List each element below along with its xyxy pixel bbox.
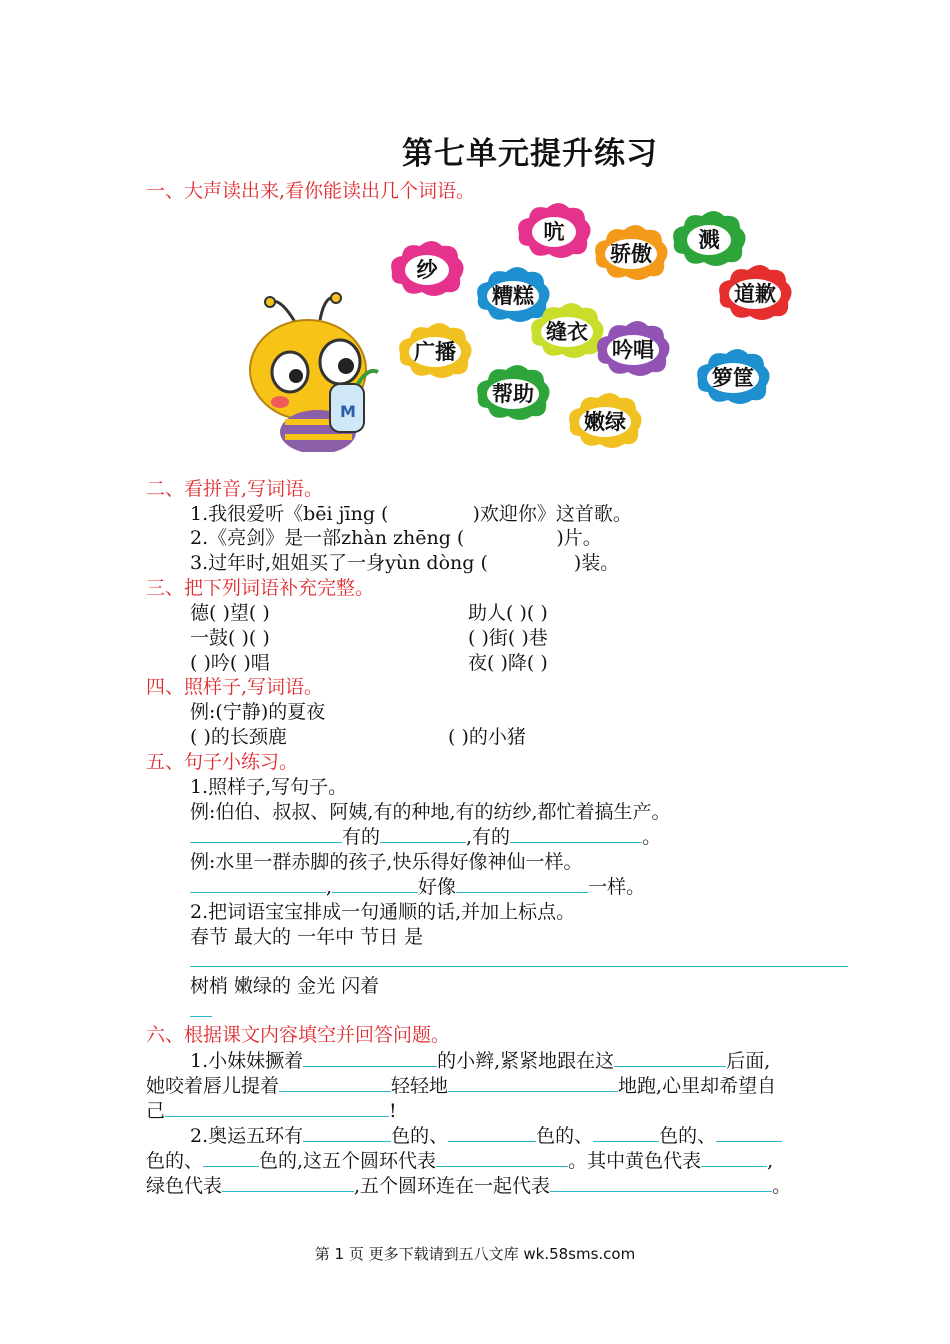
s3-item-c2: 夜( )降( )	[468, 652, 548, 674]
s5-words-2: 树梢 嫩绿的 金光 闪着	[190, 975, 380, 997]
answer-blank[interactable]	[593, 1123, 659, 1142]
s5-example-1: 例:伯伯、叔叔、阿姨,有的种地,有的纺纱,都忙着搞生产。	[190, 801, 671, 823]
word-cloud-fengyi: 缝衣	[528, 300, 606, 362]
answer-blank[interactable]	[448, 1123, 536, 1142]
word-cloud-jian: 溅	[670, 208, 748, 270]
page-footer: 第 1 页 更多下载请到五八文库 wk.58sms.com	[314, 1245, 636, 1263]
answer-blank[interactable]	[701, 1148, 767, 1167]
s3-item-b2: ( )街( )巷	[468, 627, 548, 649]
page-title: 第七单元提升练习	[402, 136, 658, 172]
word-cloud-luokuang: 箩筐	[694, 346, 772, 408]
word-cloud-guangbo: 广播	[396, 320, 474, 382]
answer-blank[interactable]	[614, 1048, 726, 1067]
answer-blank[interactable]	[332, 874, 418, 893]
answer-blank[interactable]	[190, 874, 326, 893]
answer-line[interactable]	[190, 1016, 212, 1017]
s2-q3: 3.过年时,姐姐买了一身yùn dòng ( )装。	[190, 552, 620, 574]
answer-blank[interactable]	[222, 1173, 354, 1192]
word-cloud-jiaoao: 骄傲	[592, 222, 670, 284]
svg-text:M: M	[340, 402, 356, 421]
s6-q1-line2: 她咬着唇儿提着 轻轻地 地跑,心里却希望自	[146, 1075, 777, 1097]
answer-blank[interactable]	[203, 1148, 259, 1167]
s3-item-a2: 助人( )( )	[468, 602, 548, 624]
s6-q2-line1: 2.奥运五环有 色的、 色的、 色的、	[190, 1121, 782, 1148]
s3-item-b1: 一鼓( )( )	[190, 627, 270, 649]
s6-q1-line3: 己 !	[146, 1100, 397, 1122]
section-5-heading: 五、句子小练习。	[146, 751, 299, 773]
answer-blank[interactable]	[303, 1048, 437, 1067]
section-1-heading: 一、大声读出来,看你能读出几个词语。	[146, 180, 476, 202]
section-4-heading: 四、照样子,写词语。	[146, 676, 324, 698]
s6-q1-line1: 1.小妹妹撅着 的小辫,紧紧地跟在这 后面,	[190, 1050, 771, 1072]
word-cloud-bangzhu: 帮助	[474, 362, 552, 424]
section-3-heading: 三、把下列词语补充完整。	[146, 577, 375, 599]
answer-blank[interactable]	[165, 1098, 389, 1117]
s3-item-c1: ( )吟( )唱	[190, 652, 270, 674]
answer-blank[interactable]	[279, 1073, 391, 1092]
section-2-heading: 二、看拼音,写词语。	[146, 478, 324, 500]
word-cloud-sha: 纱	[388, 238, 466, 300]
word-cloud-nenlv: 嫩绿	[566, 390, 644, 452]
s6-q2-line3: 绿色代表 ,五个圆环连在一起代表 。	[146, 1175, 792, 1197]
s5-fill-2: , 好像 一样。	[190, 872, 645, 899]
s2-q2: 2.《亮剑》是一部zhàn zhēng ( )片。	[190, 527, 602, 549]
answer-blank[interactable]	[550, 1173, 772, 1192]
answer-line[interactable]	[190, 966, 848, 967]
word-cloud-daoqian: 道歉	[716, 262, 794, 324]
s4-example: 例:(宁静)的夏夜	[190, 701, 326, 723]
s5-p2: 2.把词语宝宝排成一句通顺的话,并加上标点。	[190, 901, 576, 923]
s3-item-a1: 德( )望( )	[190, 602, 270, 624]
s5-fill-1: 有的 ,有的 。	[190, 822, 661, 849]
bee-mascot-illustration	[240, 292, 390, 452]
s4-q2: ( )的小猪	[448, 726, 526, 748]
word-cloud-yinchang: 吟唱	[594, 318, 672, 380]
s2-q1: 1.我很爱听《bēi jīng ( )欢迎你》这首歌。	[190, 503, 632, 525]
answer-blank[interactable]	[190, 824, 342, 843]
s5-p1: 1.照样子,写句子。	[190, 776, 348, 798]
s5-words-1: 春节 最大的 一年中 节日 是	[190, 926, 424, 948]
s4-q1: ( )的长颈鹿	[190, 726, 287, 748]
s6-q2-line2: 色的、 色的,这五个圆环代表 。其中黄色代表 ,	[146, 1150, 774, 1172]
answer-blank[interactable]	[436, 1148, 568, 1167]
s5-example-2: 例:水里一群赤脚的孩子,快乐得好像神仙一样。	[190, 851, 583, 873]
answer-blank[interactable]	[380, 824, 466, 843]
answer-blank[interactable]	[456, 874, 588, 893]
word-cloud-zaogao: 糟糕	[474, 264, 552, 326]
word-cloud-kang: 吭	[515, 200, 593, 262]
answer-blank[interactable]	[510, 824, 642, 843]
answer-blank[interactable]	[716, 1123, 782, 1142]
section-6-heading: 六、根据课文内容填空并回答问题。	[146, 1024, 451, 1046]
answer-blank[interactable]	[303, 1123, 391, 1142]
answer-blank[interactable]	[448, 1073, 618, 1092]
